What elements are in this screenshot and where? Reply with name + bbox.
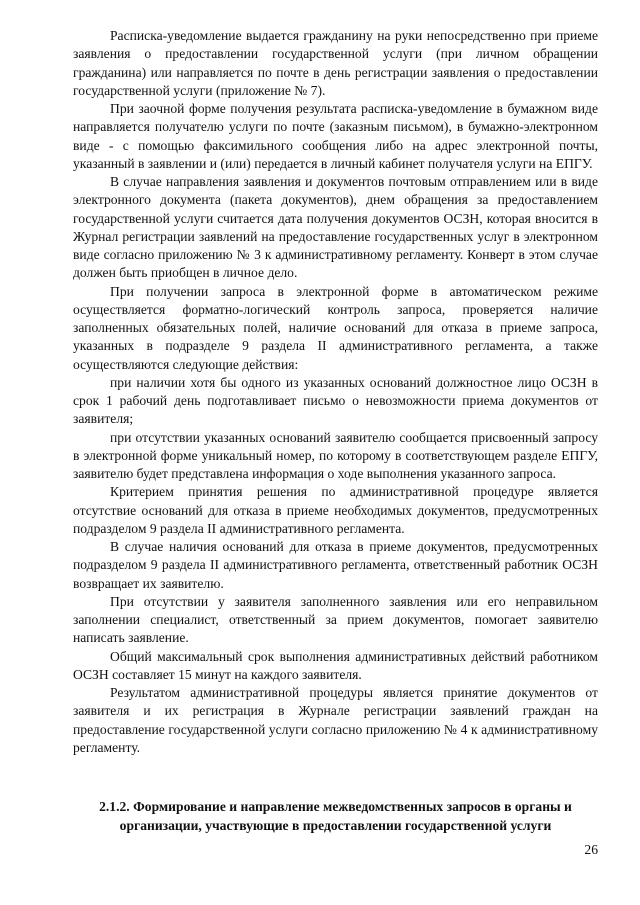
paragraph-grounds-present: при наличии хотя бы одного из указанных оснований должностное лицо ОСЗН в срок 1 рабочий день подготавливает письмо о невозможности приема документов от заявителя; xyxy=(73,374,598,427)
document-body xyxy=(73,27,598,757)
page-number: 26 xyxy=(584,842,598,857)
paragraph-procedure-result: Результатом административной процедуры является принятие документов от заявителя и их регистрация в Журнале регистрации заявлений граждан на предоставление государственной услуги согласно приложению № 4 к административному регламенту. xyxy=(73,685,598,755)
paragraph-mail-submission: В случае направления заявления и документов почтовым отправлением или в виде электронного документа (пакета документов), днем обращения за предоставлением государственной услуги считается дата получения документов ОСЗН, которая вносится в Журнал регистрации заявлений на предоставление государственных услуг в электронном виде согласно приложению № 3 к административному регламенту. Конверт в этом случае должен быть приобщен в личное дело. xyxy=(73,174,598,281)
paragraph-refusal-case: В случае наличия оснований для отказа в приеме документов, предусмотренных подразделом 9 раздела II административного регламента, ответственный работник ОСЗН возвращает их заявителю. xyxy=(73,539,598,591)
section-heading: 2.1.2. Формирование и направление межведомственных запросов в органы и организации, участвующие в предоставлении государственной услуги xyxy=(99,799,572,833)
paragraph-decision-criterion: Критерием принятия решения по административной процедуре является отсутствие оснований для отказа в приеме необходимых документов, предусмотренных подразделом 9 раздела II административного регламента. xyxy=(73,484,598,536)
paragraph-electronic-request: При получении запроса в электронной форме в автоматическом режиме осуществляется форматно-логический контроль запроса, проверяется наличие заполненных обязательных полей, наличие оснований для отказа в приеме запроса, указанных в подразделе 9 раздела II административного регламента, а также осуществляются следующие действия: xyxy=(73,283,598,372)
paragraph-receipt-notice: Расписка-уведомление выдается гражданину на руки непосредственно при приеме заявления о предоставлении государственной услуги (при личном обращении гражданина) или направляется по почте в день регистрации заявления о предоставлении государственной услуги (приложение № 7). xyxy=(73,28,598,98)
paragraph-remote-result: При заочной форме получения результата расписка-уведомление в бумажном виде направляется получателю услуги по почте (заказным письмом), в бумажно-электронном виде - с помощью факсимильного сообщения либо на адрес электронной почты, указанный в заявлении и (или) передается в личный кабинет получателя услуги на ЕПГУ. xyxy=(73,101,598,171)
paragraph-grounds-absent: при отсутствии указанных оснований заявителю сообщается присвоенный запросу в электронной форме уникальный номер, по которому в соответствующем разделе ЕПГУ, заявителю будет представлена информация о ходе выполнения указанного запроса. xyxy=(73,429,598,481)
paragraph-max-duration: Общий максимальный срок выполнения административных действий работником ОСЗН составляет 15 минут на каждого заявителя. xyxy=(73,648,598,682)
paragraph-application-help: При отсутствии у заявителя заполненного заявления или его неправильном заполнении специалист, ответственный за прием документов, помогает заявителю написать заявление. xyxy=(73,593,598,646)
